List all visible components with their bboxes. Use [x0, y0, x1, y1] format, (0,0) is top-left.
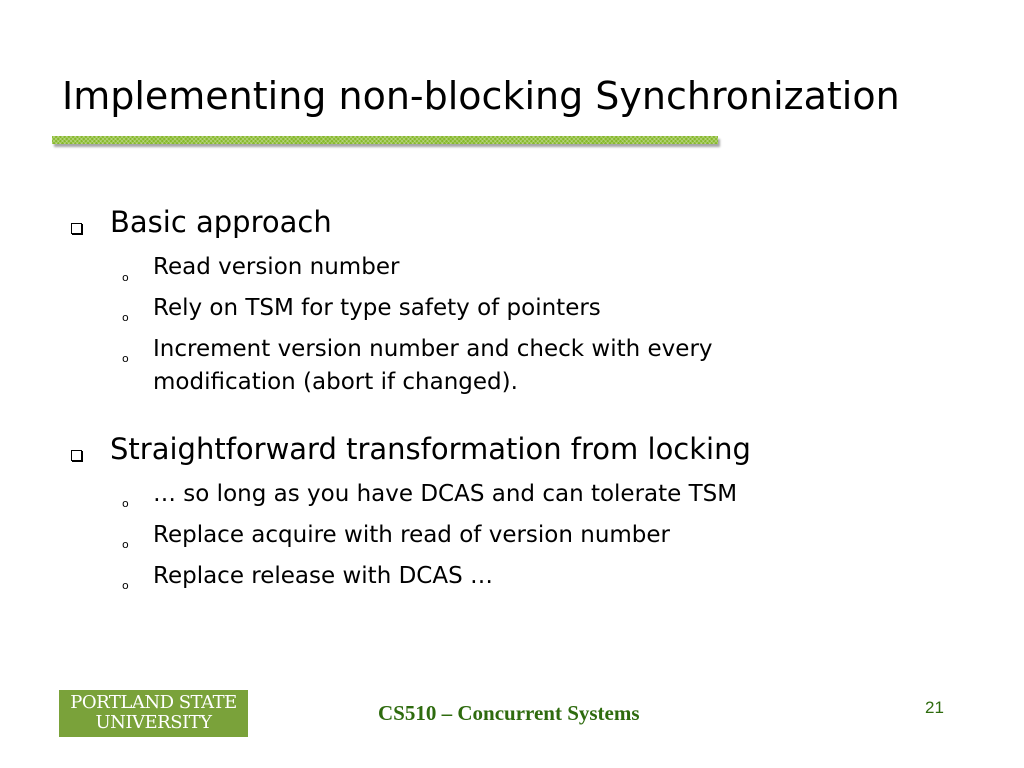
list-item: Rely on TSM for type safety of pointers [153, 295, 601, 321]
square-bullet-icon [71, 223, 82, 234]
list-item: Replace acquire with read of version number [153, 522, 671, 548]
square-bullet-icon [71, 450, 82, 461]
circle-bullet-icon: o [122, 497, 129, 510]
list-item: Read version number [153, 254, 400, 280]
circle-bullet-icon: o [122, 352, 129, 365]
list-item: … so long as you have DCAS and can tolerate TSM [153, 481, 738, 507]
logo-line-1: PORTLAND STATE [70, 692, 237, 713]
list-item: Replace release with DCAS … [153, 563, 493, 589]
slide-number: 21 [925, 698, 944, 717]
university-logo [59, 690, 248, 737]
footer-course-title: CS510 – Concurrent Systems [378, 701, 640, 725]
circle-bullet-icon: o [122, 271, 129, 284]
circle-bullet-icon: o [122, 579, 129, 592]
list-item: Increment version number and check with every [153, 336, 713, 362]
list-item-continuation: modification (abort if changed). [153, 369, 518, 395]
circle-bullet-icon: o [122, 538, 129, 551]
section-heading-transformation: Straightforward transformation from locking [110, 432, 751, 466]
logo-line-2: UNIVERSITY [95, 712, 212, 733]
circle-bullet-icon: o [122, 311, 129, 324]
section-heading-basic-approach: Basic approach [110, 205, 332, 239]
slide-title: Implementing non-blocking Synchronization [62, 74, 900, 118]
